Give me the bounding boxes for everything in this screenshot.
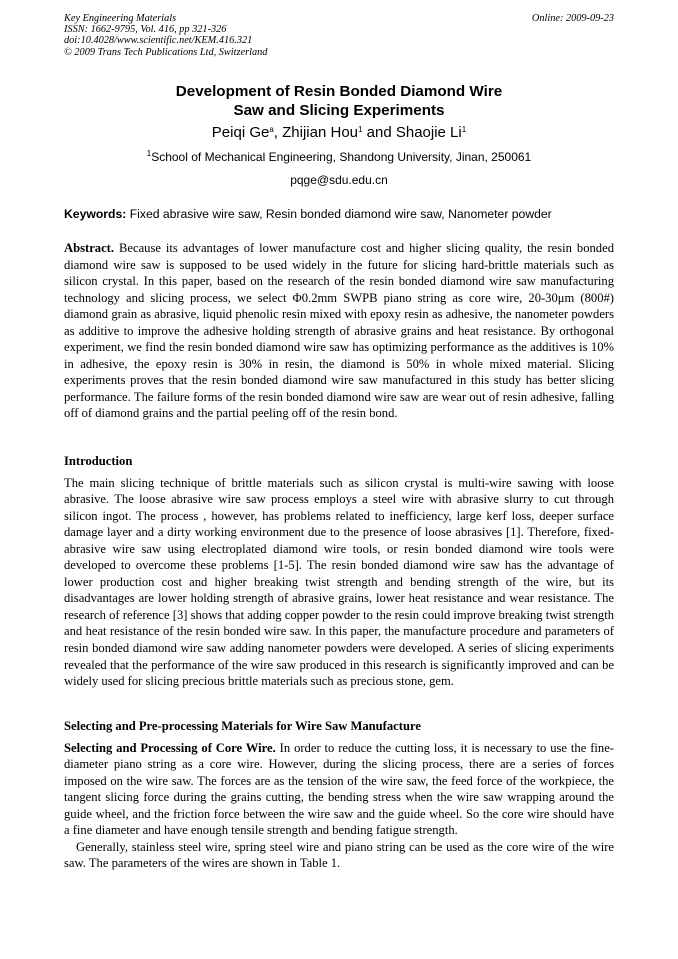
author: Shaojie Li: [395, 124, 462, 141]
paragraph-text: In order to reduce the cutting loss, it is necessary to use the fine-diameter piano string as a core wire. However, during the slicing process, there are a series of forces imposed on the wire saw. The forces are as the tension of the wire saw, the feed force of the workpiece, the tangent slicing force during the grains cutting, the bending stress when the wire saw wrapping around the guide wheel, and the friction force between the wire saw and the guide wheel. So the core wire should have a fine diameter and have enough tensile strength and bending fatigue strength.: [64, 740, 614, 838]
authors: [0, 124, 678, 141]
copyright: © 2009 Trans Tech Publications Ltd, Switzerland: [64, 46, 268, 58]
journal-header: [64, 13, 267, 58]
author-sup: a: [269, 125, 274, 134]
title-line: Saw and Slicing Experiments: [233, 102, 445, 119]
author-sup: 1: [461, 125, 467, 134]
journal-name: Key Engineering Materials: [64, 13, 177, 24]
issn: ISSN: 1662-9795, Vol. 416, pp 321-326: [64, 24, 227, 36]
abstract: [64, 240, 614, 422]
separator: ,: [273, 124, 283, 141]
paragraph: Generally, stainless steel wire, spring steel wire and piano string can be used as the core wire of the wire saw. The parameters of the wires are shown in Table 1.: [64, 839, 614, 871]
affiliation-sup: 1: [146, 149, 152, 158]
paragraph: [64, 740, 614, 839]
doi: doi:10.4028/www.scientific.net/KEM.416.321: [64, 35, 253, 47]
materials-section: [64, 718, 614, 872]
paragraph: The main slicing technique of brittle materials such as silicon crystal is multi-wire sawing with loose abrasive. The loose abrasive wire saw process employs a steel wire with abrasive slurry to cut through silicon ingot. The process , however, has problems related to inefficiency, large kerf loss, deeper surface damage layer and a dirty working environment due to the presence of loose abrasives [1]. Therefore, fixed-abrasive wire saw using electroplated diamond wire tools, or resin bonded diamond wire tools were developed to overcome these problems [1-5]. The resin bonded diamond wire saw has the advantage of lower production cost and higher breaking twist strength and bending strength of the wire, but its disadvantages are lower holding strength of abrasive grains, lower heat resistance and wear resistance. The research of reference [3] shows that adding copper powder to the resin could improve breaking twist strength and heat resistance of the resin bonded wire saw. In this paper, the manufacture procedure and parameters of resin bonded diamond wire saw adding nanometer powders were developed. A series of slicing experiments revealed that the performance of the wire saw produced in this research is significantly improved and can be widely used for slicing precious brittle materials such as precious stone, gem.: [64, 475, 614, 689]
affiliation: [0, 150, 678, 164]
paragraph-label: Selecting and Processing of Core Wire.: [64, 740, 276, 755]
affiliation-text: School of Mechanical Engineering, Shandong University, Jinan, 250061: [151, 150, 532, 164]
title-line: Development of Resin Bonded Diamond Wire: [175, 83, 503, 100]
abstract-text: Because its advantages of lower manufacture cost and higher slicing quality, the resin bonded diamond wire saw is supposed to be used widely in the future for slicing hard-brittle materials such as silicon crystal. In this paper, based on the research of the resin bonded diamond wire saw manufacturing technology and slicing process, we select Φ0.2mm SWPB piano string as core wire, 20-30μm (800#) diamond grain as abrasive, liquid phenolic resin mixed with epoxy resin as adhesive, the nanometer powders as additive to improve the adhesive holding strength of abrasive grains and heat resistance. By orthogonal experiment, we find the resin bonded diamond wire saw has optimizing performance as the additives is 10% in adhesive, the epoxy resin is 30% in resin, the diamond is 50% in whole mixed material. Slicing experiments proves that the resin bonded diamond wire saw manufactured in this study has better slicing performance. The failure forms of the resin bonded diamond wire saw are wear out of resin adhesive, falling off of diamond grains and the partial peeling off of the resin bond.: [64, 241, 614, 421]
introduction-section: [64, 453, 614, 690]
separator: and: [362, 124, 396, 141]
author-sup: 1: [358, 125, 363, 134]
section-heading: Selecting and Pre-processing Materials for Wire Saw Manufacture: [64, 719, 421, 733]
keywords-label: Keywords:: [64, 207, 127, 221]
abstract-label: Abstract.: [64, 241, 115, 255]
keywords-text: Fixed abrasive wire saw, Resin bonded diamond wire saw, Nanometer powder: [126, 207, 552, 221]
author: Zhijian Hou: [282, 124, 359, 141]
section-heading: Introduction: [64, 454, 133, 468]
email: pqge@sdu.edu.cn: [290, 173, 388, 187]
online-date: Online: 2009-09-23: [531, 13, 614, 24]
keywords: [64, 207, 552, 221]
author: Peiqi Ge: [211, 124, 270, 141]
paper-title: [0, 82, 678, 120]
